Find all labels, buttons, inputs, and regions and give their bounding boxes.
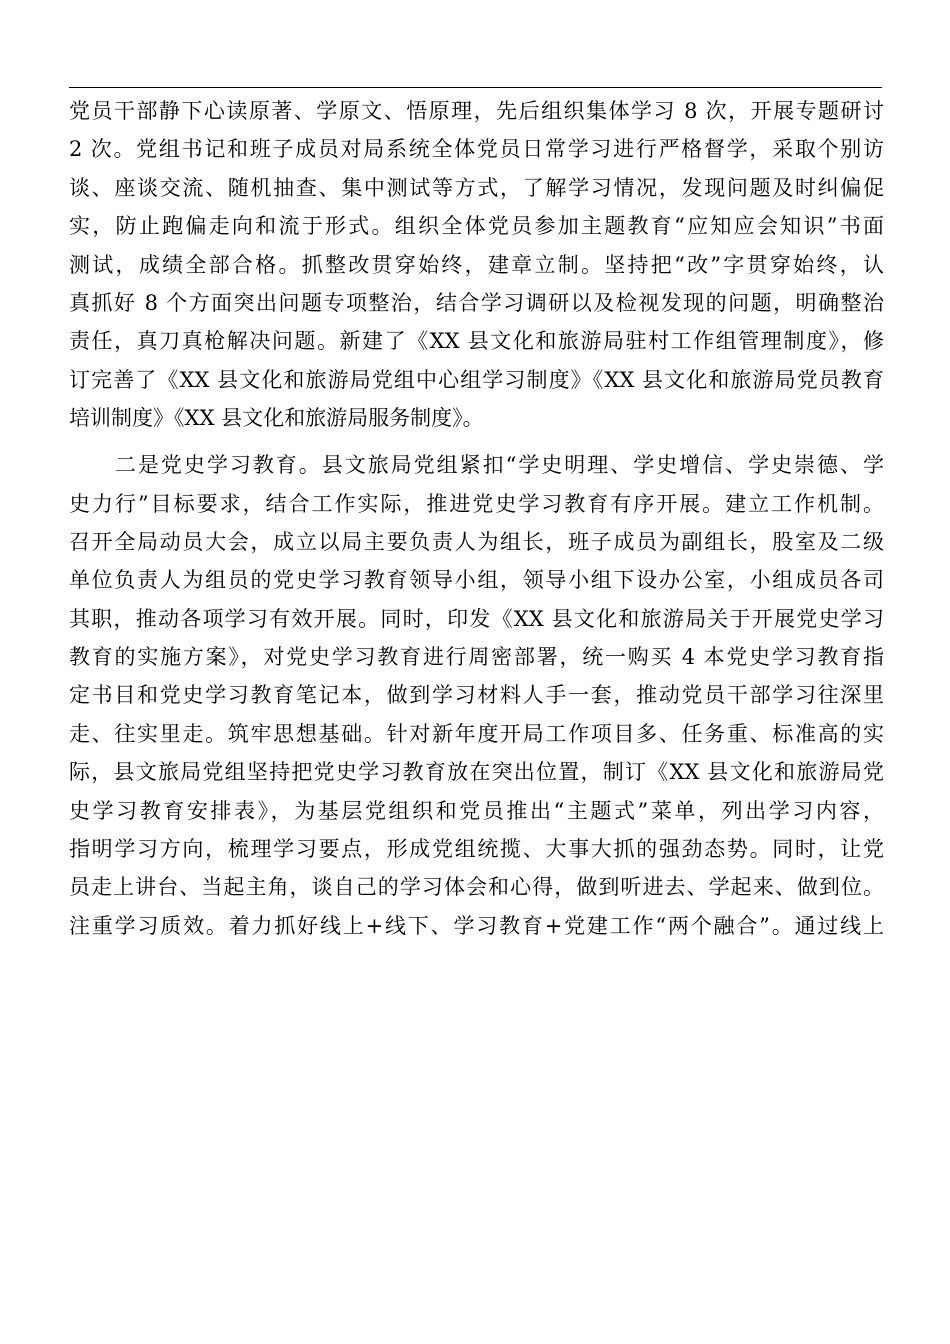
text-line: 定书目和党史学习教育笔记本，做到学习材料人手一套，推动党员干部学习往深里 (69, 683, 884, 708)
text-line: 实，防止跑偏走向和流于形式。组织全体党员参加主题教育“应知应会知识”书面 (69, 214, 884, 239)
document-body (69, 92, 884, 945)
text-line: 指明学习方向，梳理学习要点，形成党组统揽、大事大抓的强劲态势。同时，让党 (69, 837, 884, 862)
text-line: 真抓好 8 个方面突出问题专项整治，结合学习调研以及检视发现的问题，明确整治 (69, 290, 884, 315)
paragraph (69, 92, 884, 438)
text-line: 教育的实施方案》，对党史学习教育进行周密部署，统一购买 4 本党史学习教育指 (69, 645, 884, 670)
text-line: 注重学习质效。着力抓好线上+线下、学习教育+党建工作“两个融合”。通过线上 (69, 913, 884, 938)
text-line: 订完善了《XX 县文化和旅游局党组中心组学习制度》《XX 县文化和旅游局党员教育 (69, 367, 884, 392)
text-line: 责任，真刀真枪解决问题。新建了《XX 县文化和旅游局驻村工作组管理制度》，修 (69, 329, 884, 354)
text-line: 史力行”目标要求，结合工作实际，推进党史学习教育有序开展。建立工作机制。 (69, 491, 884, 516)
text-line: 其职，推动各项学习有效开展。同时，印发《XX 县文化和旅游局关于开展党史学习 (69, 606, 884, 631)
text-line: 谈、座谈交流、随机抽查、集中测试等方式，了解学习情况，发现问题及时纠偏促 (69, 175, 884, 200)
header-rule (69, 87, 882, 88)
text-line: 际，县文旅局党组坚持把党史学习教育放在突出位置，制订《XX 县文化和旅游局党 (69, 760, 884, 785)
paragraph (69, 446, 884, 945)
text-line: 史学习教育安排表》，为基层党组织和党员推出“主题式”菜单，列出学习内容， (69, 798, 884, 823)
text-line: 二是党史学习教育。县文旅局党组紧扣“学史明理、学史增信、学史崇德、学 (69, 453, 884, 478)
paragraph-gap (69, 438, 884, 447)
text-line: 测试，成绩全部合格。抓整改贯穿始终，建章立制。坚持把“改”字贯穿始终，认 (69, 252, 884, 277)
text-line: 召开全局动员大会，成立以局主要负责人为组长，班子成员为副组长，股室及二级 (69, 529, 884, 554)
text-line: 走、往实里走。筑牢思想基础。针对新年度开局工作项目多、任务重、标准高的实 (69, 721, 884, 746)
text-line: 党员干部静下心读原著、学原文、悟原理，先后组织集体学习 8 次，开展专题研讨 (69, 99, 884, 123)
text-line: 单位负责人为组员的党史学习教育领导小组，领导小组下设办公室，小组成员各司 (69, 568, 884, 593)
text-line: 2 次。党组书记和班子成员对局系统全体党员日常学习进行严格督学，采取个别访 (69, 137, 884, 162)
text-line: 员走上讲台、当起主角，谈自己的学习体会和心得，做到听进去、学起来、做到位。 (69, 875, 884, 900)
text-line: 培训制度》《XX 县文化和旅游局服务制度》。 (69, 406, 484, 431)
